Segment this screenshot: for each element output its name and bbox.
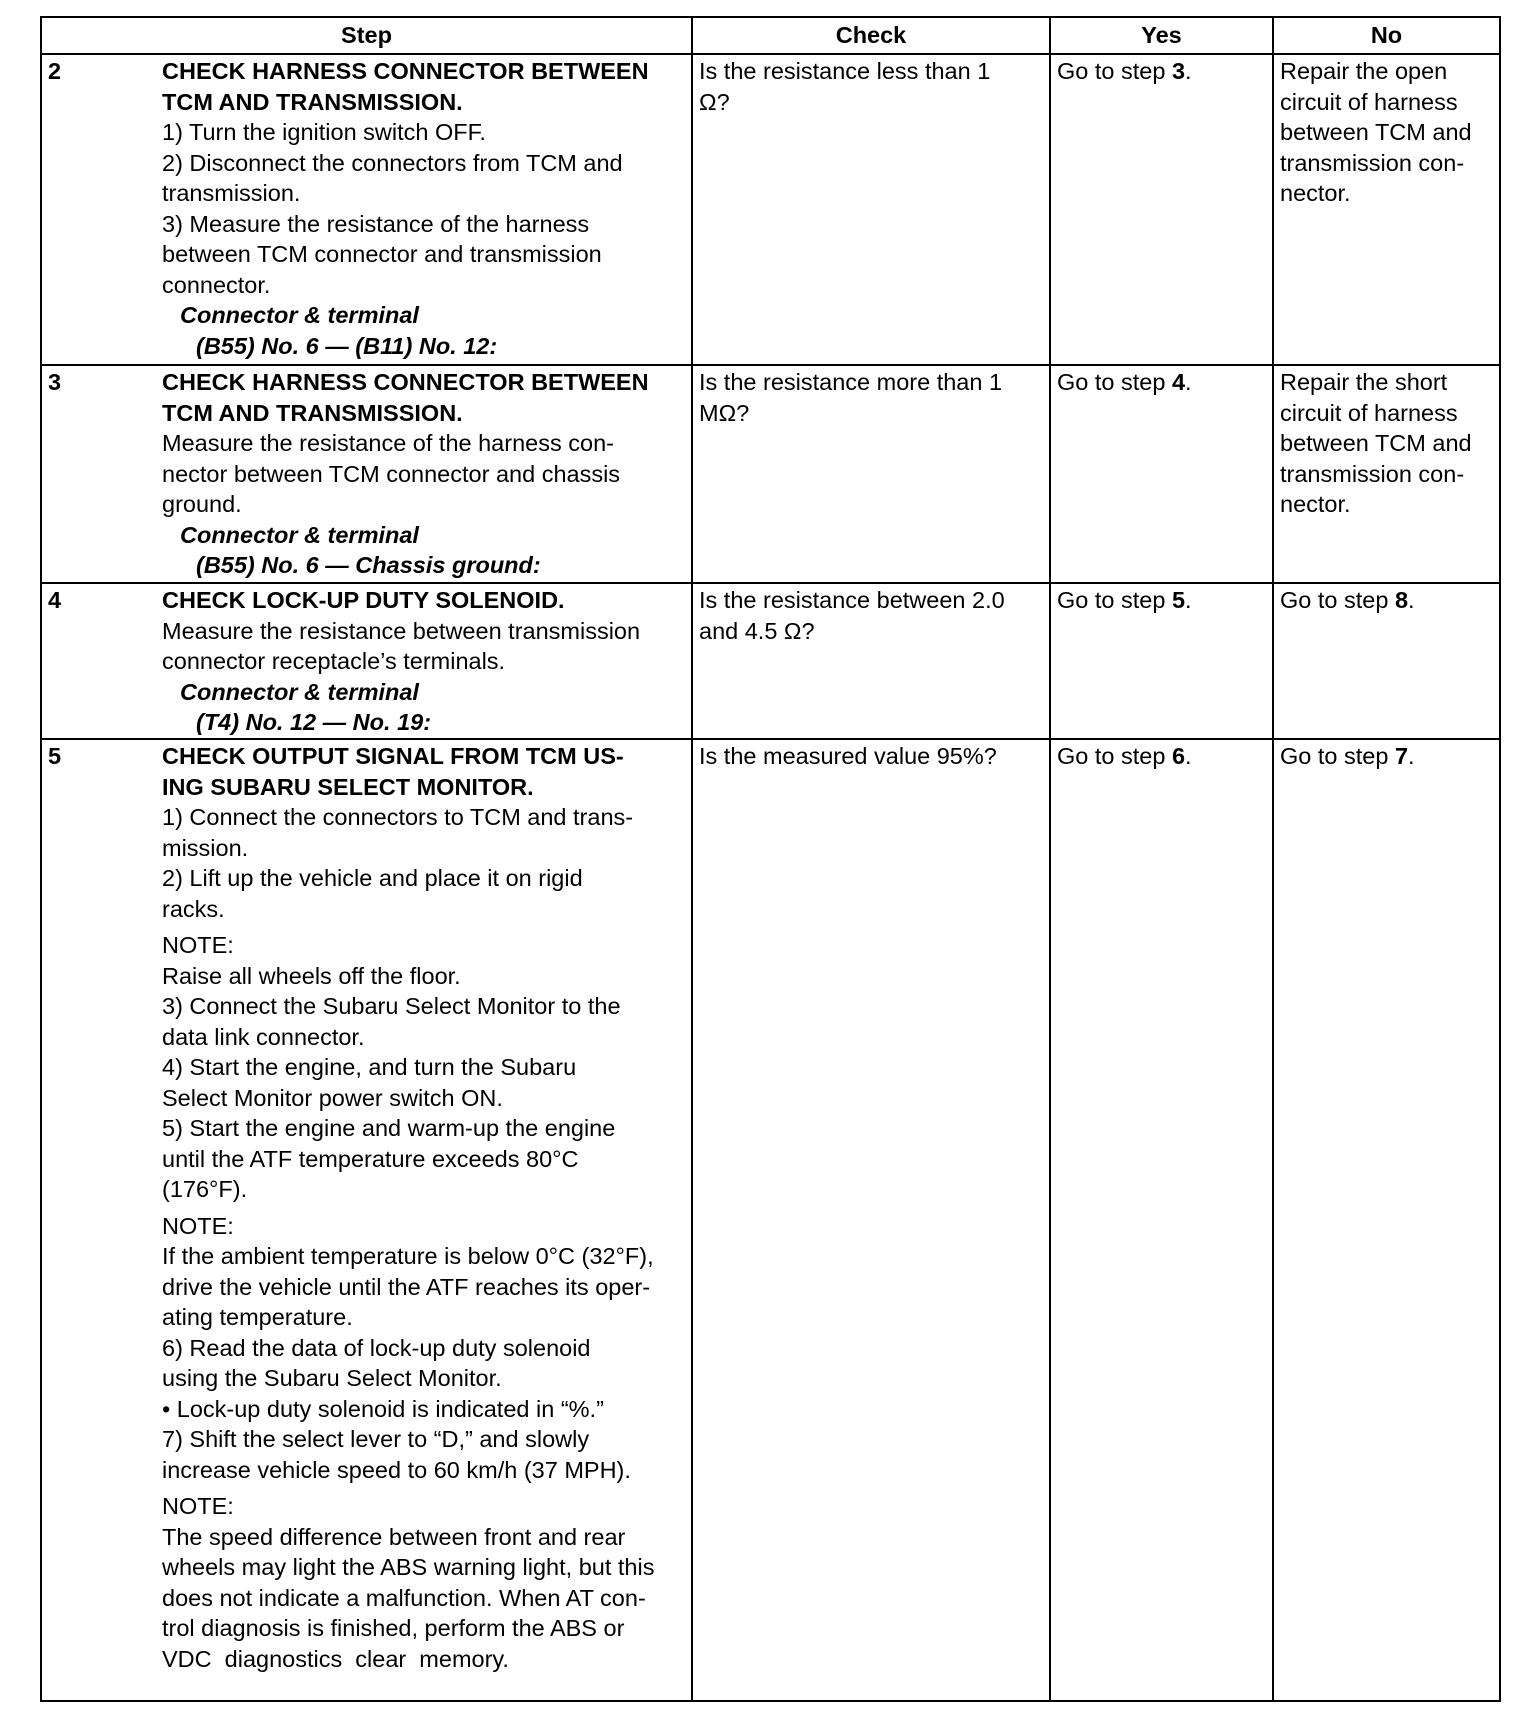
check-text: Ω? — [699, 88, 730, 115]
step-text: 1) Connect the connectors to TCM and trans- — [162, 804, 634, 830]
step-title: TCM AND TRANSMISSION. — [162, 399, 463, 426]
no-step-ref: 8 — [1394, 587, 1409, 613]
step-text: 2) Disconnect the connectors from TCM and — [162, 149, 623, 176]
no-text: between TCM and — [1280, 430, 1472, 456]
yes-suffix: . — [1185, 369, 1192, 395]
step-text: Measure the resistance of the harness con- — [162, 430, 614, 456]
note-label: NOTE: — [162, 1493, 234, 1519]
step-body — [162, 367, 685, 581]
step-text: 7) Shift the select lever to “D,” and slowly — [162, 1426, 590, 1452]
step-title: CHECK OUTPUT SIGNAL FROM TCM US- — [162, 743, 624, 769]
no-text: Go to step — [1280, 587, 1395, 613]
step-body — [162, 56, 685, 361]
yes-cell — [1050, 739, 1273, 1701]
no-cell — [1273, 739, 1500, 1701]
note-text: If the ambient temperature is below 0°C (32°F), — [162, 1243, 654, 1269]
check-cell — [692, 365, 1050, 583]
step-text: until the ATF temperature exceeds 80°C — [162, 1145, 579, 1172]
check-text: Is the measured value 95%? — [699, 743, 997, 769]
header-no: No — [1273, 17, 1500, 54]
no-text: Repair the open — [1280, 58, 1448, 84]
step-body — [162, 585, 685, 738]
check-text: Is the resistance less than 1 — [699, 58, 991, 84]
step-text: 3) Connect the Subaru Select Monitor to the — [162, 993, 621, 1019]
step-cell — [41, 583, 692, 739]
step-title: CHECK LOCK-UP DUTY SOLENOID. — [162, 587, 565, 613]
table-row-step-2 — [41, 54, 1500, 365]
note-text: Raise all wheels off the floor. — [162, 962, 461, 989]
table-row-step-4 — [41, 583, 1500, 739]
no-step-ref: 7 — [1394, 743, 1409, 769]
step-text: data link connector. — [162, 1023, 365, 1050]
check-text: Is the resistance between 2.0 — [699, 587, 1005, 613]
no-text: nector. — [1280, 491, 1351, 517]
no-text: Go to step — [1280, 743, 1395, 769]
note-text: drive the vehicle until the ATF reaches its oper- — [162, 1273, 651, 1300]
note-text: wheels may light the ABS warning light, but this — [162, 1554, 655, 1580]
step-text: connector receptacle’s terminals. — [162, 648, 506, 674]
yes-text: Go to step — [1057, 369, 1172, 395]
note-text: ating temperature. — [162, 1304, 353, 1330]
yes-text: Go to step — [1057, 743, 1172, 769]
connector-terminal-label: Connector & terminal — [180, 521, 419, 548]
no-text: circuit of harness — [1280, 88, 1458, 115]
step-cell — [41, 739, 692, 1701]
step-text: between TCM connector and transmission — [162, 241, 602, 267]
no-text: circuit of harness — [1280, 399, 1458, 426]
step-text: 3) Measure the resistance of the harness — [162, 210, 590, 237]
step-text: nector between TCM connector and chassis — [162, 460, 621, 487]
yes-text: Go to step — [1057, 58, 1172, 84]
step-number: 2 — [48, 58, 62, 84]
step-body — [162, 741, 685, 1674]
header-check: Check — [692, 17, 1050, 54]
diagnostic-table — [40, 16, 1501, 1702]
no-cell — [1273, 583, 1500, 739]
step-number: 4 — [48, 587, 62, 613]
no-suffix: . — [1408, 743, 1415, 769]
check-cell — [692, 54, 1050, 365]
check-cell — [692, 583, 1050, 739]
note-text: VDC diagnostics clear memory. — [162, 1645, 509, 1672]
step-text: increase vehicle speed to 60 km/h (37 MPH). — [162, 1456, 631, 1483]
check-text: and 4.5 Ω? — [699, 617, 815, 644]
step-number: 5 — [48, 743, 62, 769]
step-text: Select Monitor power switch ON. — [162, 1084, 503, 1111]
no-cell — [1273, 54, 1500, 365]
step-text: Measure the resistance between transmission — [162, 617, 641, 644]
step-number: 3 — [48, 369, 62, 395]
step-text: transmission. — [162, 180, 301, 206]
step-text: 6) Read the data of lock-up duty solenoid — [162, 1334, 591, 1361]
step-title: CHECK HARNESS CONNECTOR BETWEEN — [162, 369, 649, 395]
yes-step-ref: 6 — [1171, 743, 1186, 769]
check-cell — [692, 739, 1050, 1701]
step-cell — [41, 365, 692, 583]
step-text: racks. — [162, 895, 225, 922]
no-suffix: . — [1408, 587, 1415, 613]
step-text: (176°F). — [162, 1176, 248, 1202]
no-text: nector. — [1280, 180, 1351, 206]
note-label: NOTE: — [162, 1212, 234, 1239]
yes-step-ref: 4 — [1171, 369, 1186, 395]
step-text: 4) Start the engine, and turn the Subaru — [162, 1054, 577, 1080]
table-row-step-5 — [41, 739, 1500, 1701]
step-text: ground. — [162, 491, 242, 517]
yes-step-ref: 3 — [1171, 58, 1186, 84]
check-text: Is the resistance more than 1 — [699, 369, 1003, 395]
step-text: 2) Lift up the vehicle and place it on rigid — [162, 865, 583, 891]
yes-suffix: . — [1185, 743, 1192, 769]
table-row-step-3 — [41, 365, 1500, 583]
yes-text: Go to step — [1057, 587, 1172, 613]
yes-cell — [1050, 365, 1273, 583]
note-text: The speed difference between front and rear — [162, 1523, 626, 1550]
yes-suffix: . — [1185, 58, 1192, 84]
connector-terminal-value: (B55) No. 6 — Chassis ground: — [196, 552, 541, 578]
check-text: MΩ? — [699, 399, 750, 426]
step-text: mission. — [162, 834, 249, 861]
connector-terminal-label: Connector & terminal — [180, 678, 419, 705]
table-header-row — [41, 17, 1500, 54]
no-text: transmission con- — [1280, 460, 1465, 487]
yes-cell — [1050, 54, 1273, 365]
step-text: 1) Turn the ignition switch OFF. — [162, 119, 486, 145]
no-text: transmission con- — [1280, 149, 1465, 176]
header-step: Step — [41, 17, 692, 54]
connector-terminal-value: (B55) No. 6 — (B11) No. 12: — [196, 332, 498, 359]
connector-terminal-value: (T4) No. 12 — No. 19: — [196, 709, 432, 735]
header-yes: Yes — [1050, 17, 1273, 54]
yes-step-ref: 5 — [1171, 587, 1186, 613]
step-cell — [41, 54, 692, 365]
note-text: does not indicate a malfunction. When AT con- — [162, 1584, 646, 1611]
step-title: ING SUBARU SELECT MONITOR. — [162, 773, 534, 800]
step-text: 5) Start the engine and warm-up the engine — [162, 1115, 616, 1141]
step-text: connector. — [162, 271, 271, 298]
step-title: TCM AND TRANSMISSION. — [162, 88, 463, 115]
step-title: CHECK HARNESS CONNECTOR BETWEEN — [162, 58, 649, 84]
no-text: Repair the short — [1280, 369, 1448, 395]
note-text: trol diagnosis is finished, perform the ABS or — [162, 1615, 625, 1641]
note-label: NOTE: — [162, 932, 234, 958]
yes-suffix: . — [1185, 587, 1192, 613]
no-text: between TCM and — [1280, 119, 1472, 145]
no-cell — [1273, 365, 1500, 583]
connector-terminal-label: Connector & terminal — [180, 302, 419, 328]
step-text: • Lock-up duty solenoid is indicated in “%.” — [162, 1395, 604, 1422]
step-text: using the Subaru Select Monitor. — [162, 1365, 502, 1391]
yes-cell — [1050, 583, 1273, 739]
